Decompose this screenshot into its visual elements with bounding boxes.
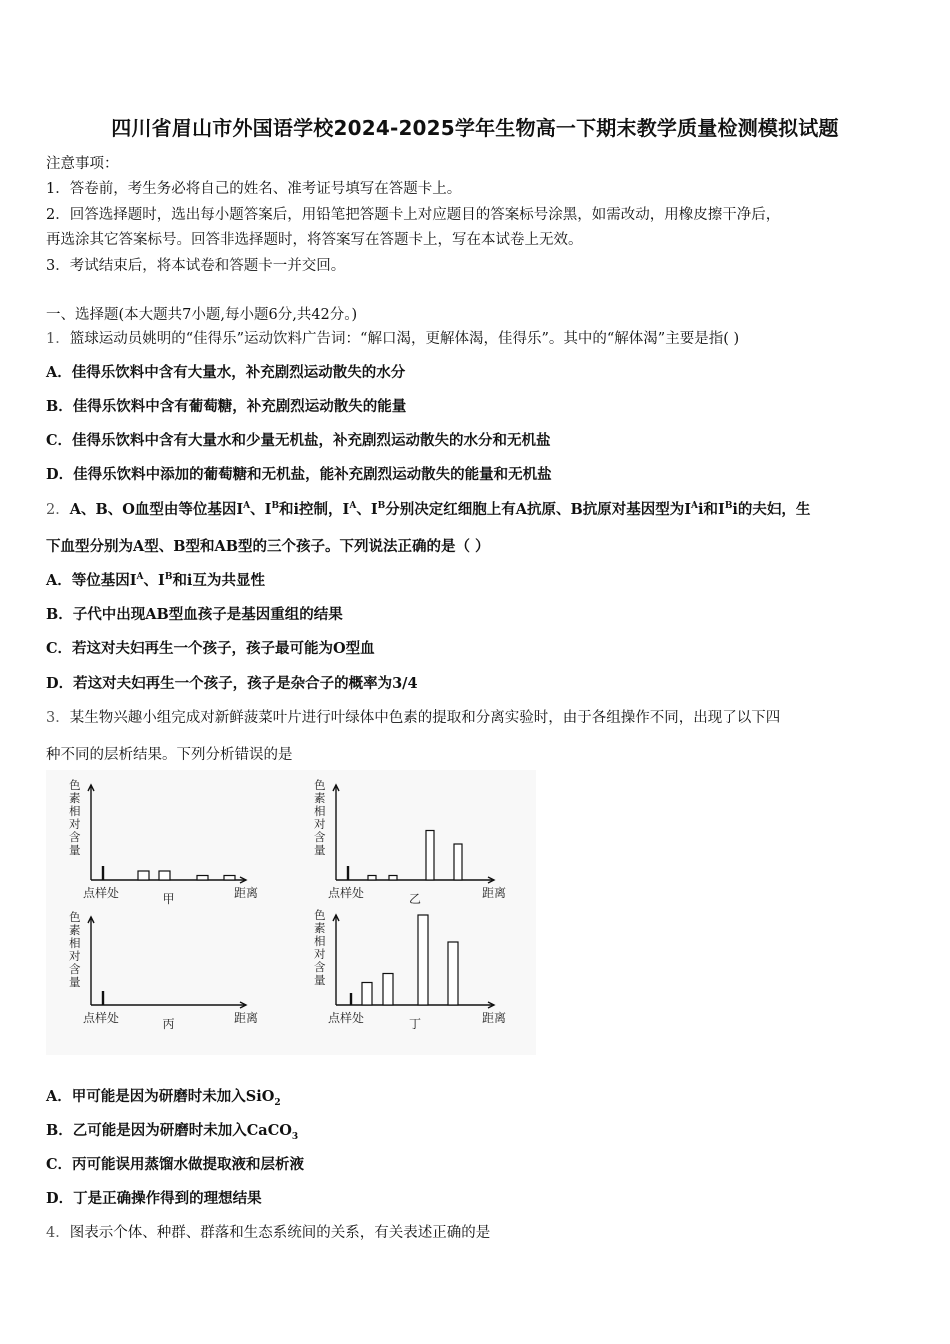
- option-c: C．丙可能误用蒸馏水做提取液和层析液: [46, 1156, 305, 1173]
- option-c: C．佳得乐饮料中含有大量水和少量无机盐，补充剧烈运动散失的水分和无机盐: [46, 432, 551, 449]
- pigment-bar: [454, 844, 462, 880]
- x-axis-start-label: 点样处: [328, 1011, 365, 1025]
- notice-item: 1．答卷前，考生务必将自己的姓名、准考证号填写在答题卡上。: [46, 181, 462, 197]
- y-axis-label-char: 量: [314, 973, 326, 987]
- y-axis-label-char: 量: [69, 975, 81, 989]
- question-number: 1．: [46, 331, 70, 347]
- pigment-bar: [362, 983, 372, 1006]
- notice-item: 再选涂其它答案标号。回答非选择题时，将答案写在答题卡上，写在本试卷上无效。: [46, 232, 583, 248]
- notice-heading: 注意事项：: [46, 156, 119, 172]
- notice-item: 3．考试结束后，将本试卷和答题卡一并交回。: [46, 258, 346, 274]
- pigment-bar: [197, 876, 208, 881]
- x-axis-start-label: 点样处: [83, 1011, 120, 1025]
- y-axis-label-char: 相: [314, 934, 326, 948]
- y-axis-label-char: 素: [314, 921, 326, 935]
- x-axis-end-label: 距离: [482, 1011, 507, 1025]
- question-2-stem-cont: 下血型分别为A型、B型和AB型的三个孩子。下列说法正确的是（ ）: [46, 538, 490, 555]
- y-axis-label-char: 素: [69, 791, 81, 805]
- pigment-bar: [224, 876, 235, 881]
- question-4: [46, 1221, 490, 1242]
- y-axis-label-char: 量: [314, 843, 326, 857]
- y-axis-label-char: 含: [69, 830, 81, 844]
- y-axis-label-char: 对: [69, 949, 81, 963]
- page-title: 四川省眉山市外国语学校2024-2025学年生物高一下期末教学质量检测模拟试题: [111, 116, 839, 140]
- question-1: [46, 327, 739, 348]
- x-axis-end-label: 距离: [234, 1011, 259, 1025]
- question-3: [46, 706, 780, 727]
- chromatography-charts: [46, 770, 536, 1055]
- question-stem: 图表示个体、种群、群落和生态系统间的关系，有关表述正确的是: [69, 1225, 491, 1241]
- question-3-stem-cont: 种不同的层析结果。下列分析错误的是: [46, 747, 293, 763]
- y-axis-label-char: 色: [69, 910, 81, 924]
- y-axis-label-char: 含: [314, 960, 326, 974]
- y-axis-label-char: 色: [314, 908, 326, 922]
- notice-item: 2．回答选择题时，选出每小题答案后，用铅笔把答题卡上对应题目的答案标号涂黑，如需改动，用橡皮擦干净后，: [46, 207, 781, 223]
- panel-label: 乙: [409, 892, 422, 906]
- question-number: 2．: [46, 502, 70, 518]
- option-d: D．若这对夫妇再生一个孩子，孩子是杂合子的概率为3/4: [46, 675, 418, 692]
- y-axis-label-char: 含: [314, 830, 326, 844]
- option-b: B．子代中出现AB型血孩子是基因重组的结果: [46, 606, 343, 623]
- y-axis-label-char: 色: [314, 778, 326, 792]
- y-axis-label-char: 素: [314, 791, 326, 805]
- y-axis-label-char: 相: [69, 936, 81, 950]
- pigment-bar: [426, 831, 434, 881]
- pigment-bar: [383, 974, 393, 1006]
- panel-label: 丙: [162, 1017, 175, 1031]
- question-number: 3．: [46, 710, 70, 726]
- panel-label: 丁: [409, 1017, 422, 1031]
- x-axis-start-label: 点样处: [328, 886, 365, 900]
- pigment-bar: [448, 942, 458, 1005]
- pigment-bar: [138, 871, 149, 880]
- pigment-bar: [159, 871, 170, 880]
- y-axis-label-char: 相: [69, 804, 81, 818]
- y-axis-label-char: 素: [69, 923, 81, 937]
- option-a: A．等位基因$I^A$、$I^B$和i互为共显性: [46, 572, 265, 589]
- option-a: A．甲可能是因为研磨时未加入SiO$_2$: [46, 1088, 281, 1108]
- question-stem: 某生物兴趣小组完成对新鲜菠菜叶片进行叶绿体中色素的提取和分离实验时，由于各组操作不同，出现了以下四: [69, 710, 781, 726]
- option-a: A．佳得乐饮料中含有大量水，补充剧烈运动散失的水分: [46, 364, 406, 381]
- option-d: D．丁是正确操作得到的理想结果: [46, 1190, 262, 1207]
- option-d: D．佳得乐饮料中添加的葡萄糖和无机盐，能补充剧烈运动散失的能量和无机盐: [46, 466, 552, 483]
- option-c: C．若这对夫妇再生一个孩子，孩子最可能为O型血: [46, 640, 375, 657]
- y-axis-label-char: 相: [314, 804, 326, 818]
- pigment-bar: [389, 876, 397, 881]
- section-heading: 一、选择题(本大题共7小题,每小题6分,共42分。): [46, 307, 358, 323]
- y-axis-label-char: 量: [69, 843, 81, 857]
- y-axis-label-char: 对: [69, 817, 81, 831]
- question-stem: 篮球运动员姚明的“佳得乐”运动饮料广告词：“解口渴，更解体渴，佳得乐”。其中的“解体渴”主要是指( ): [69, 331, 740, 347]
- y-axis-label-char: 含: [69, 962, 81, 976]
- question-2: 2．A、B、O血型由等位基因$I^A$、$I^B$和i控制，$I^A$、$I^B$分别决定红细胞上有A抗原、B抗原对基因型为$I^Ai$和$I^Bi$的夫妇，生: [46, 501, 811, 518]
- option-b: B．佳得乐饮料中含有葡萄糖，补充剧烈运动散失的能量: [46, 398, 407, 415]
- x-axis-end-label: 距离: [482, 886, 507, 900]
- pigment-bar: [368, 876, 376, 881]
- y-axis-label-char: 色: [69, 778, 81, 792]
- panel-label: 甲: [162, 892, 175, 906]
- x-axis-start-label: 点样处: [83, 886, 120, 900]
- pigment-bar: [418, 915, 428, 1005]
- chromatography-figure: [46, 770, 536, 1055]
- question-number: 4．: [46, 1225, 70, 1241]
- y-axis-label-char: 对: [314, 817, 326, 831]
- x-axis-end-label: 距离: [234, 886, 259, 900]
- y-axis-label-char: 对: [314, 947, 326, 961]
- option-b: B．乙可能是因为研磨时未加入CaCO$_3$: [46, 1122, 299, 1142]
